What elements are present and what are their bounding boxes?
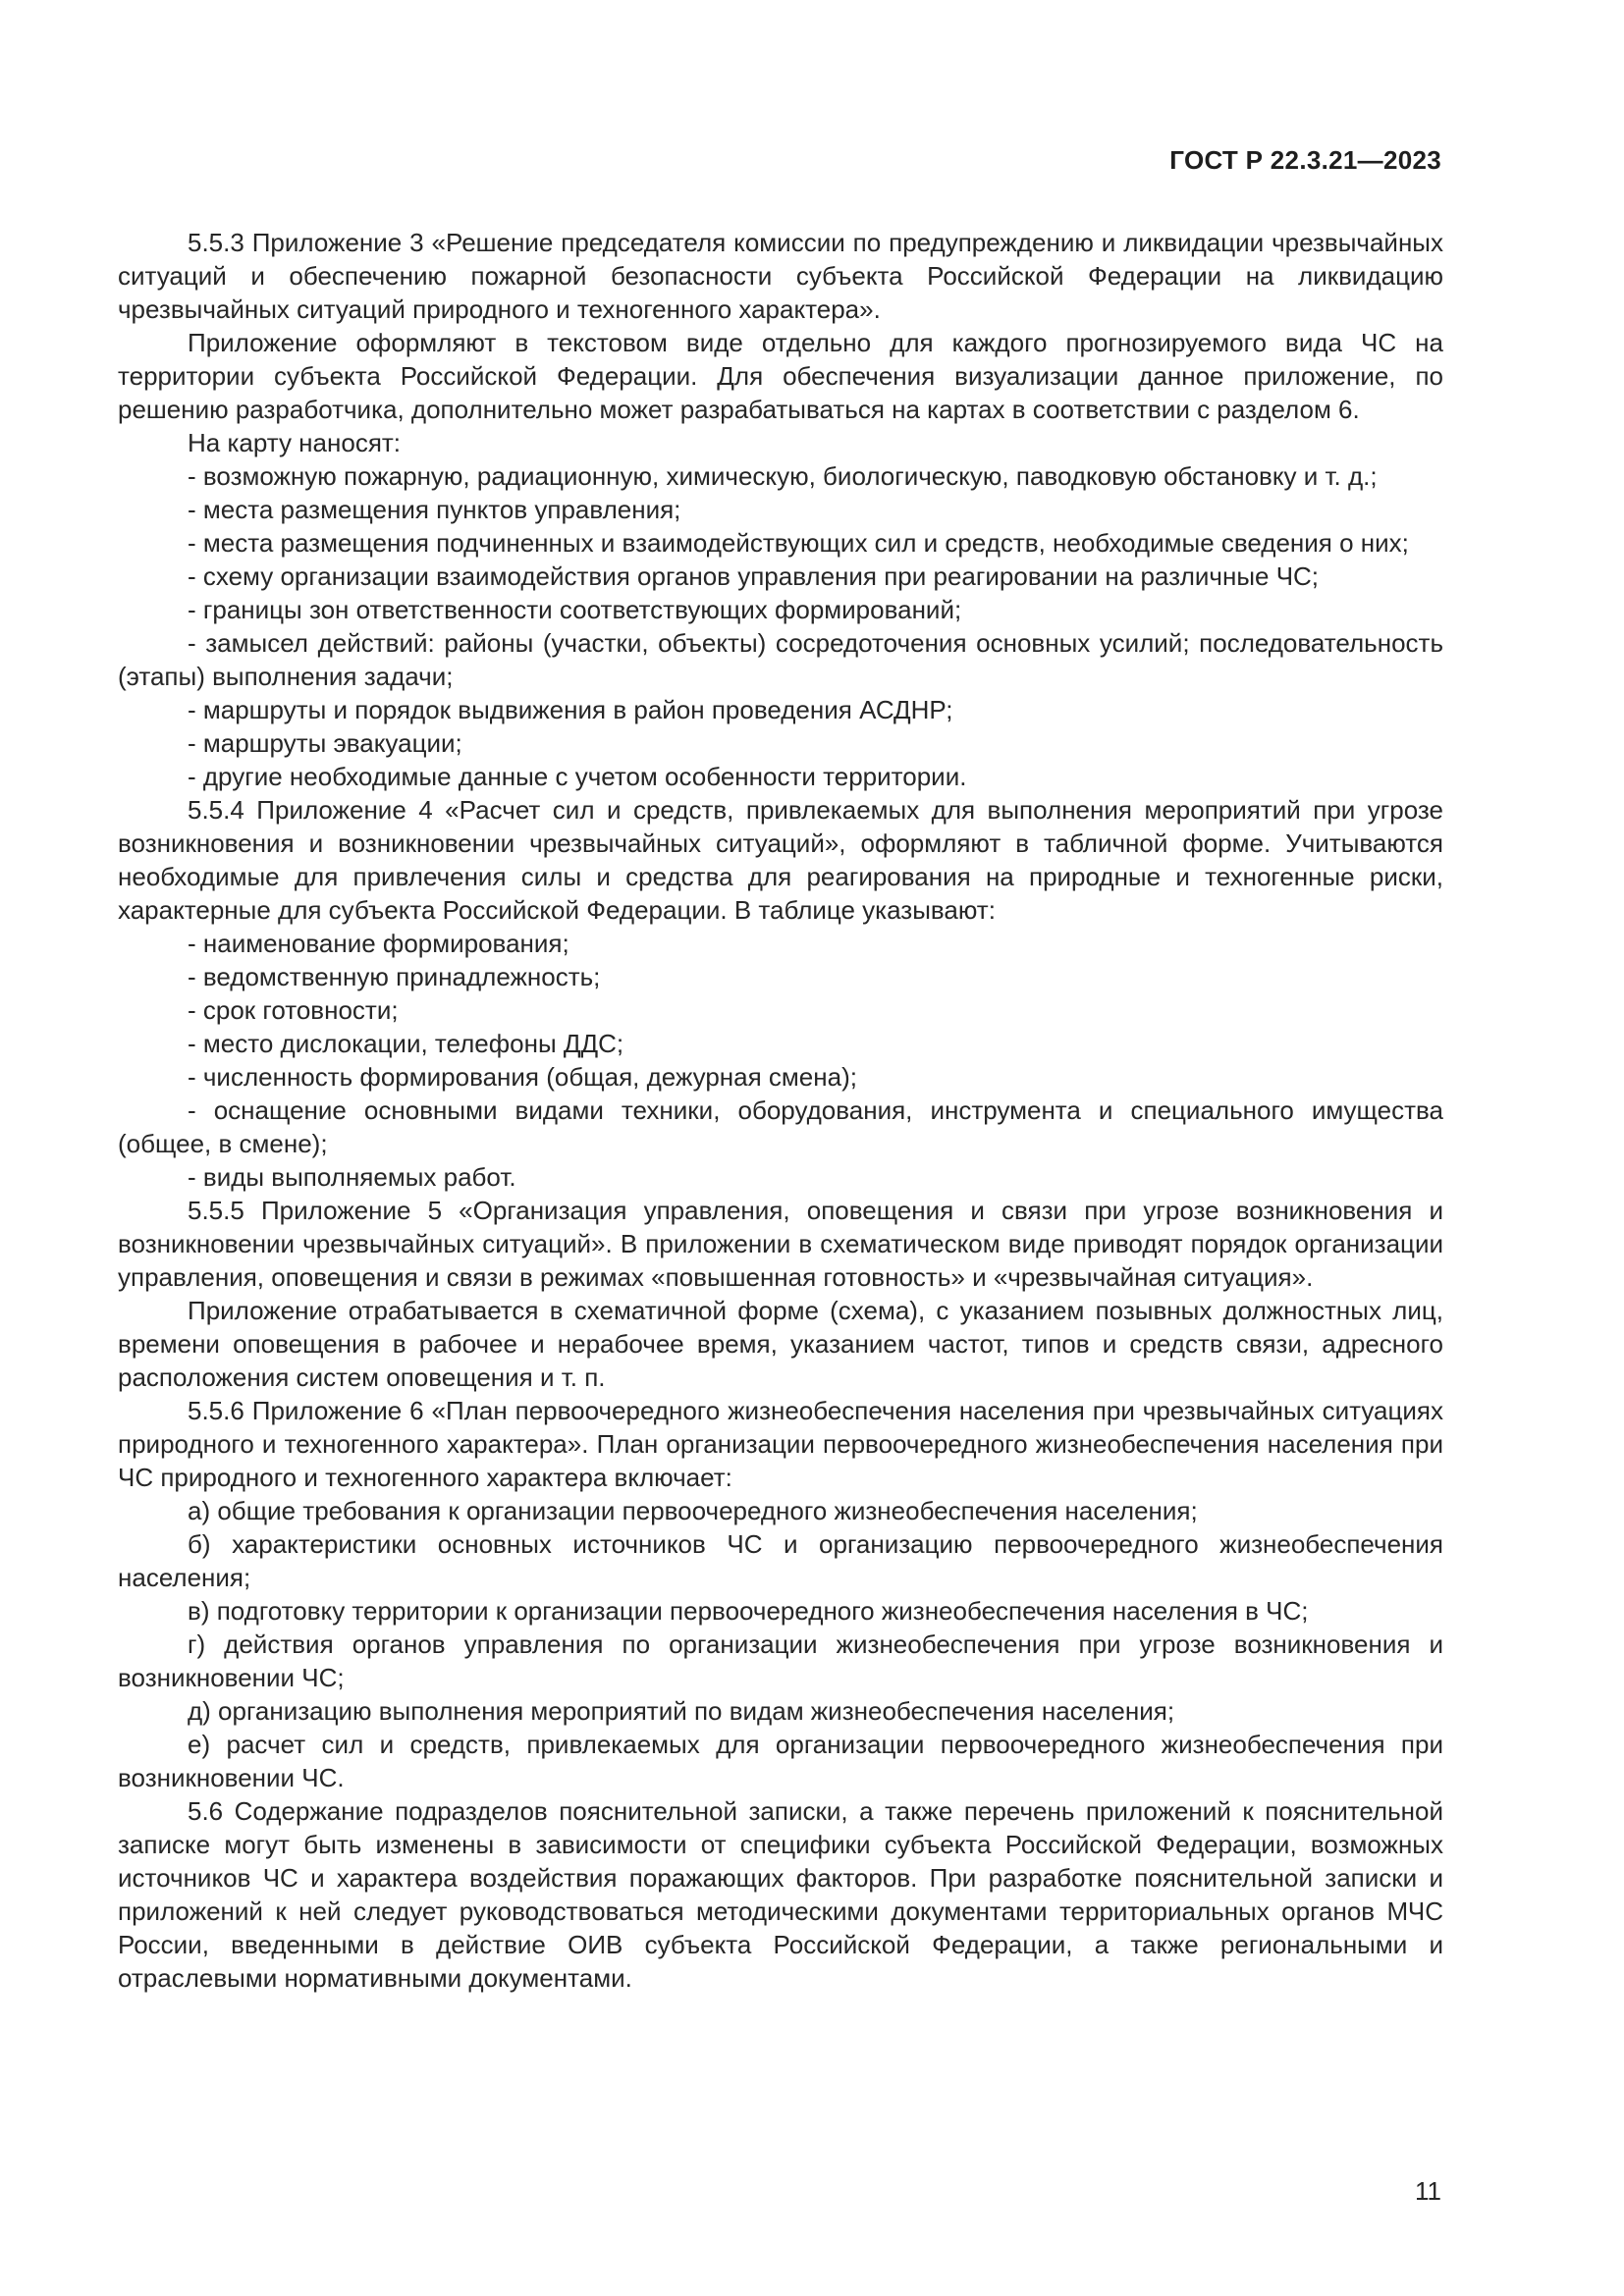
list-item: - места размещения пунктов управления;	[188, 495, 681, 524]
list-item: - ведомственную принадлежность;	[188, 962, 601, 991]
paragraph: На карту наносят:	[188, 428, 402, 457]
list-item: - маршруты эвакуации;	[188, 728, 462, 758]
paragraph-5-5-4: 5.5.4 Приложение 4 «Расчет сил и средств, привлекаемых для выполнения мероприятий при угрозе возникновения и возникновении чрезвычайных ситуаций», оформляют в табличной форме. Учитываются необходимые для привлечения силы и средства для реагирования на природные и техногенные риски, характерные для субъекта Российской Федерации. В таблице указывают:	[118, 795, 1443, 925]
list-item: г) действия органов управления по организации жизнеобеспечения при угрозе возникновения и возникновении ЧС;	[118, 1629, 1443, 1692]
list-item: - срок готовности;	[188, 995, 399, 1025]
list-item: - оснащение основными видами техники, оборудования, инструмента и специального имущества (общее, в смене);	[118, 1095, 1443, 1158]
list-item: а) общие требования к организации первоочередного жизнеобеспечения населения;	[188, 1496, 1198, 1525]
page-number: 11	[1415, 2176, 1441, 2206]
list-item: - место дислокации, телефоны ДДС;	[188, 1029, 624, 1058]
list-item: б) характеристики основных источников ЧС и организацию первоочередного жизнеобеспечения населения;	[118, 1529, 1443, 1592]
list-item: - виды выполняемых работ.	[188, 1162, 516, 1192]
paragraph-5-5-3: 5.5.3 Приложение 3 «Решение председателя комиссии по предупреждению и ликвидации чрезвычайных ситуаций и обеспечению пожарной безопасности субъекта Российской Федерации на ликвидацию чрезвычайных ситуаций природного и техногенного характера».	[118, 228, 1443, 324]
paragraph-5-5-5: 5.5.5 Приложение 5 «Организация управления, оповещения и связи при угрозе возникновения и возникновении чрезвычайных ситуаций». В приложении в схематическом виде приводят порядок организации управления, оповещения и связи в режимах «повышенная готовность» и «чрезвычайная ситуация».	[118, 1196, 1443, 1292]
list-item: - места размещения подчиненных и взаимодействующих сил и средств, необходимые сведения о них;	[188, 528, 1409, 558]
list-item: - другие необходимые данные с учетом особенности территории.	[188, 762, 967, 791]
paragraph-5-6: 5.6 Содержание подразделов пояснительной записки, а также перечень приложений к пояснительной записке могут быть изменены в зависимости от специфики субъекта Российской Федерации, возможных источников ЧС и характера воздействия поражающих факторов. При разработке пояснительной записки и приложений к ней следует руководствоваться методическими документами территориальных органов МЧС России, введенными в действие ОИВ субъекта Российской Федерации, а также региональными и отраслевыми нормативными документами.	[118, 1796, 1443, 1993]
list-item: - возможную пожарную, радиационную, химическую, биологическую, паводковую обстановку и т. д.;	[188, 461, 1378, 491]
list-item: - маршруты и порядок выдвижения в район проведения АСДНР;	[188, 695, 953, 724]
list-item: в) подготовку территории к организации первоочередного жизнеобеспечения населения в ЧС;	[188, 1596, 1309, 1626]
list-item: д) организацию выполнения мероприятий по видам жизнеобеспечения населения;	[188, 1696, 1175, 1726]
list-item: - замысел действий: районы (участки, объекты) сосредоточения основных усилий; последовательность (этапы) выполнения задачи;	[118, 628, 1443, 691]
paragraph: Приложение оформляют в текстовом виде отдельно для каждого прогнозируемого вида ЧС на территории субъекта Российской Федерации. Для обеспечения визуализации данное приложение, по решению разработчика, дополнительно может разрабатываться на картах в соответствии с разделом 6.	[118, 328, 1443, 424]
list-item: е) расчет сил и средств, привлекаемых для организации первоочередного жизнеобеспечения при возникновении ЧС.	[118, 1730, 1443, 1792]
list-item: - численность формирования (общая, дежурная смена);	[188, 1062, 857, 1092]
list-item: - границы зон ответственности соответствующих формирований;	[188, 595, 962, 624]
list-item: - наименование формирования;	[188, 929, 569, 958]
paragraph-5-5-6: 5.5.6 Приложение 6 «План первоочередного жизнеобеспечения населения при чрезвычайных ситуациях природного и техногенного характера». План организации первоочередного жизнеобеспечения населения при ЧС природного и техногенного характера включает:	[118, 1396, 1443, 1492]
document-body	[118, 226, 1443, 1995]
standard-code-header: ГОСТ Р 22.3.21—2023	[1169, 145, 1441, 175]
paragraph: Приложение отрабатывается в схематичной форме (схема), с указанием позывных должностных лиц, времени оповещения в рабочее и нерабочее время, указанием частот, типов и средств связи, адресного расположения систем оповещения и т. п.	[118, 1296, 1443, 1392]
list-item: - схему организации взаимодействия органов управления при реагировании на различные ЧС;	[188, 561, 1320, 591]
